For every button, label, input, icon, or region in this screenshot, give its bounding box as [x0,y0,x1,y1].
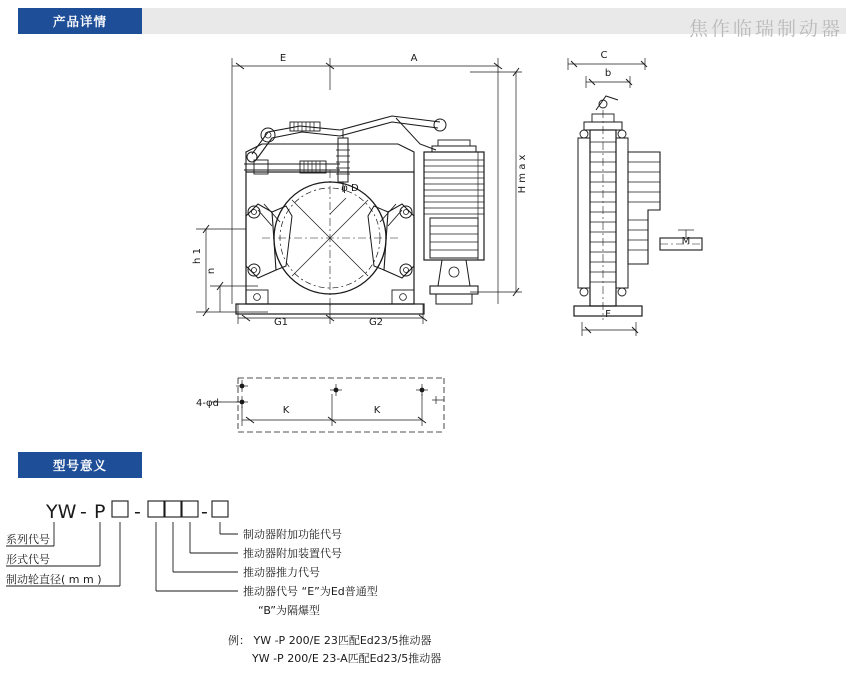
model-example-2: YW -P 200/E 23-A匹配Ed23/5推动器 [252,652,442,665]
model-callout-right-4: 推动器代号 “E”为Ed普通型 [243,585,378,598]
dimension-label-G1: G1 [273,317,289,328]
dimension-label-n: n [206,267,217,275]
dimension-label-K-2: K [373,405,381,416]
dimension-label-G2: G2 [368,317,384,328]
model-callout-left-2: 形式代号 [6,553,50,566]
model-designation-diagram [0,486,865,686]
model-code-letter-p: P [94,501,106,523]
model-code-box-5 [212,501,228,517]
model-callout-right-5: “B”为隔爆型 [258,604,321,617]
model-callout-left-3: 制动轮直径( m m ) [6,573,102,586]
model-code-box-3 [165,501,181,517]
dimension-label-Hmax: H m a x [517,154,528,194]
watermark-text: 焦作临瑞制动器 [688,18,843,40]
model-code-box-4 [182,501,198,517]
dimension-label-C: C [600,50,608,61]
technical-drawing [0,34,865,446]
model-example-1: 例： YW -P 200/E 23匹配Ed23/5推动器 [228,634,432,647]
model-callout-right-2: 推动器附加装置代号 [243,547,342,560]
model-callout-left-1: 系列代号 [6,533,50,546]
section-header-filler-2 [142,452,846,478]
dimension-label-b: b [604,68,612,79]
dimension-label-phiD: φ D [341,183,359,194]
model-code-dash-3: - [201,501,208,523]
section-title-product-detail: 产品详情 [18,8,142,34]
dimension-label-K-1: K [282,405,290,416]
model-code-prefix: YW [46,501,77,523]
model-code-dash-1: - [80,501,87,523]
section-title-model-meaning: 型号意义 [18,452,142,478]
dimension-label-M: M [681,236,691,247]
dimension-label-A: A [410,53,418,64]
model-code-box-2 [148,501,164,517]
section-header-model-meaning [18,452,846,478]
dimension-label-E: E [279,53,287,64]
dimension-label-holes: 4-φd [196,398,219,409]
dimension-label-h1: h 1 [192,248,203,264]
model-code-dash-2: - [134,501,141,523]
model-callout-right-3: 推动器推力代号 [243,566,320,579]
model-code-box-1 [112,501,128,517]
model-callout-right-1: 制动器附加功能代号 [243,528,342,541]
dimension-label-F: F [605,309,611,320]
